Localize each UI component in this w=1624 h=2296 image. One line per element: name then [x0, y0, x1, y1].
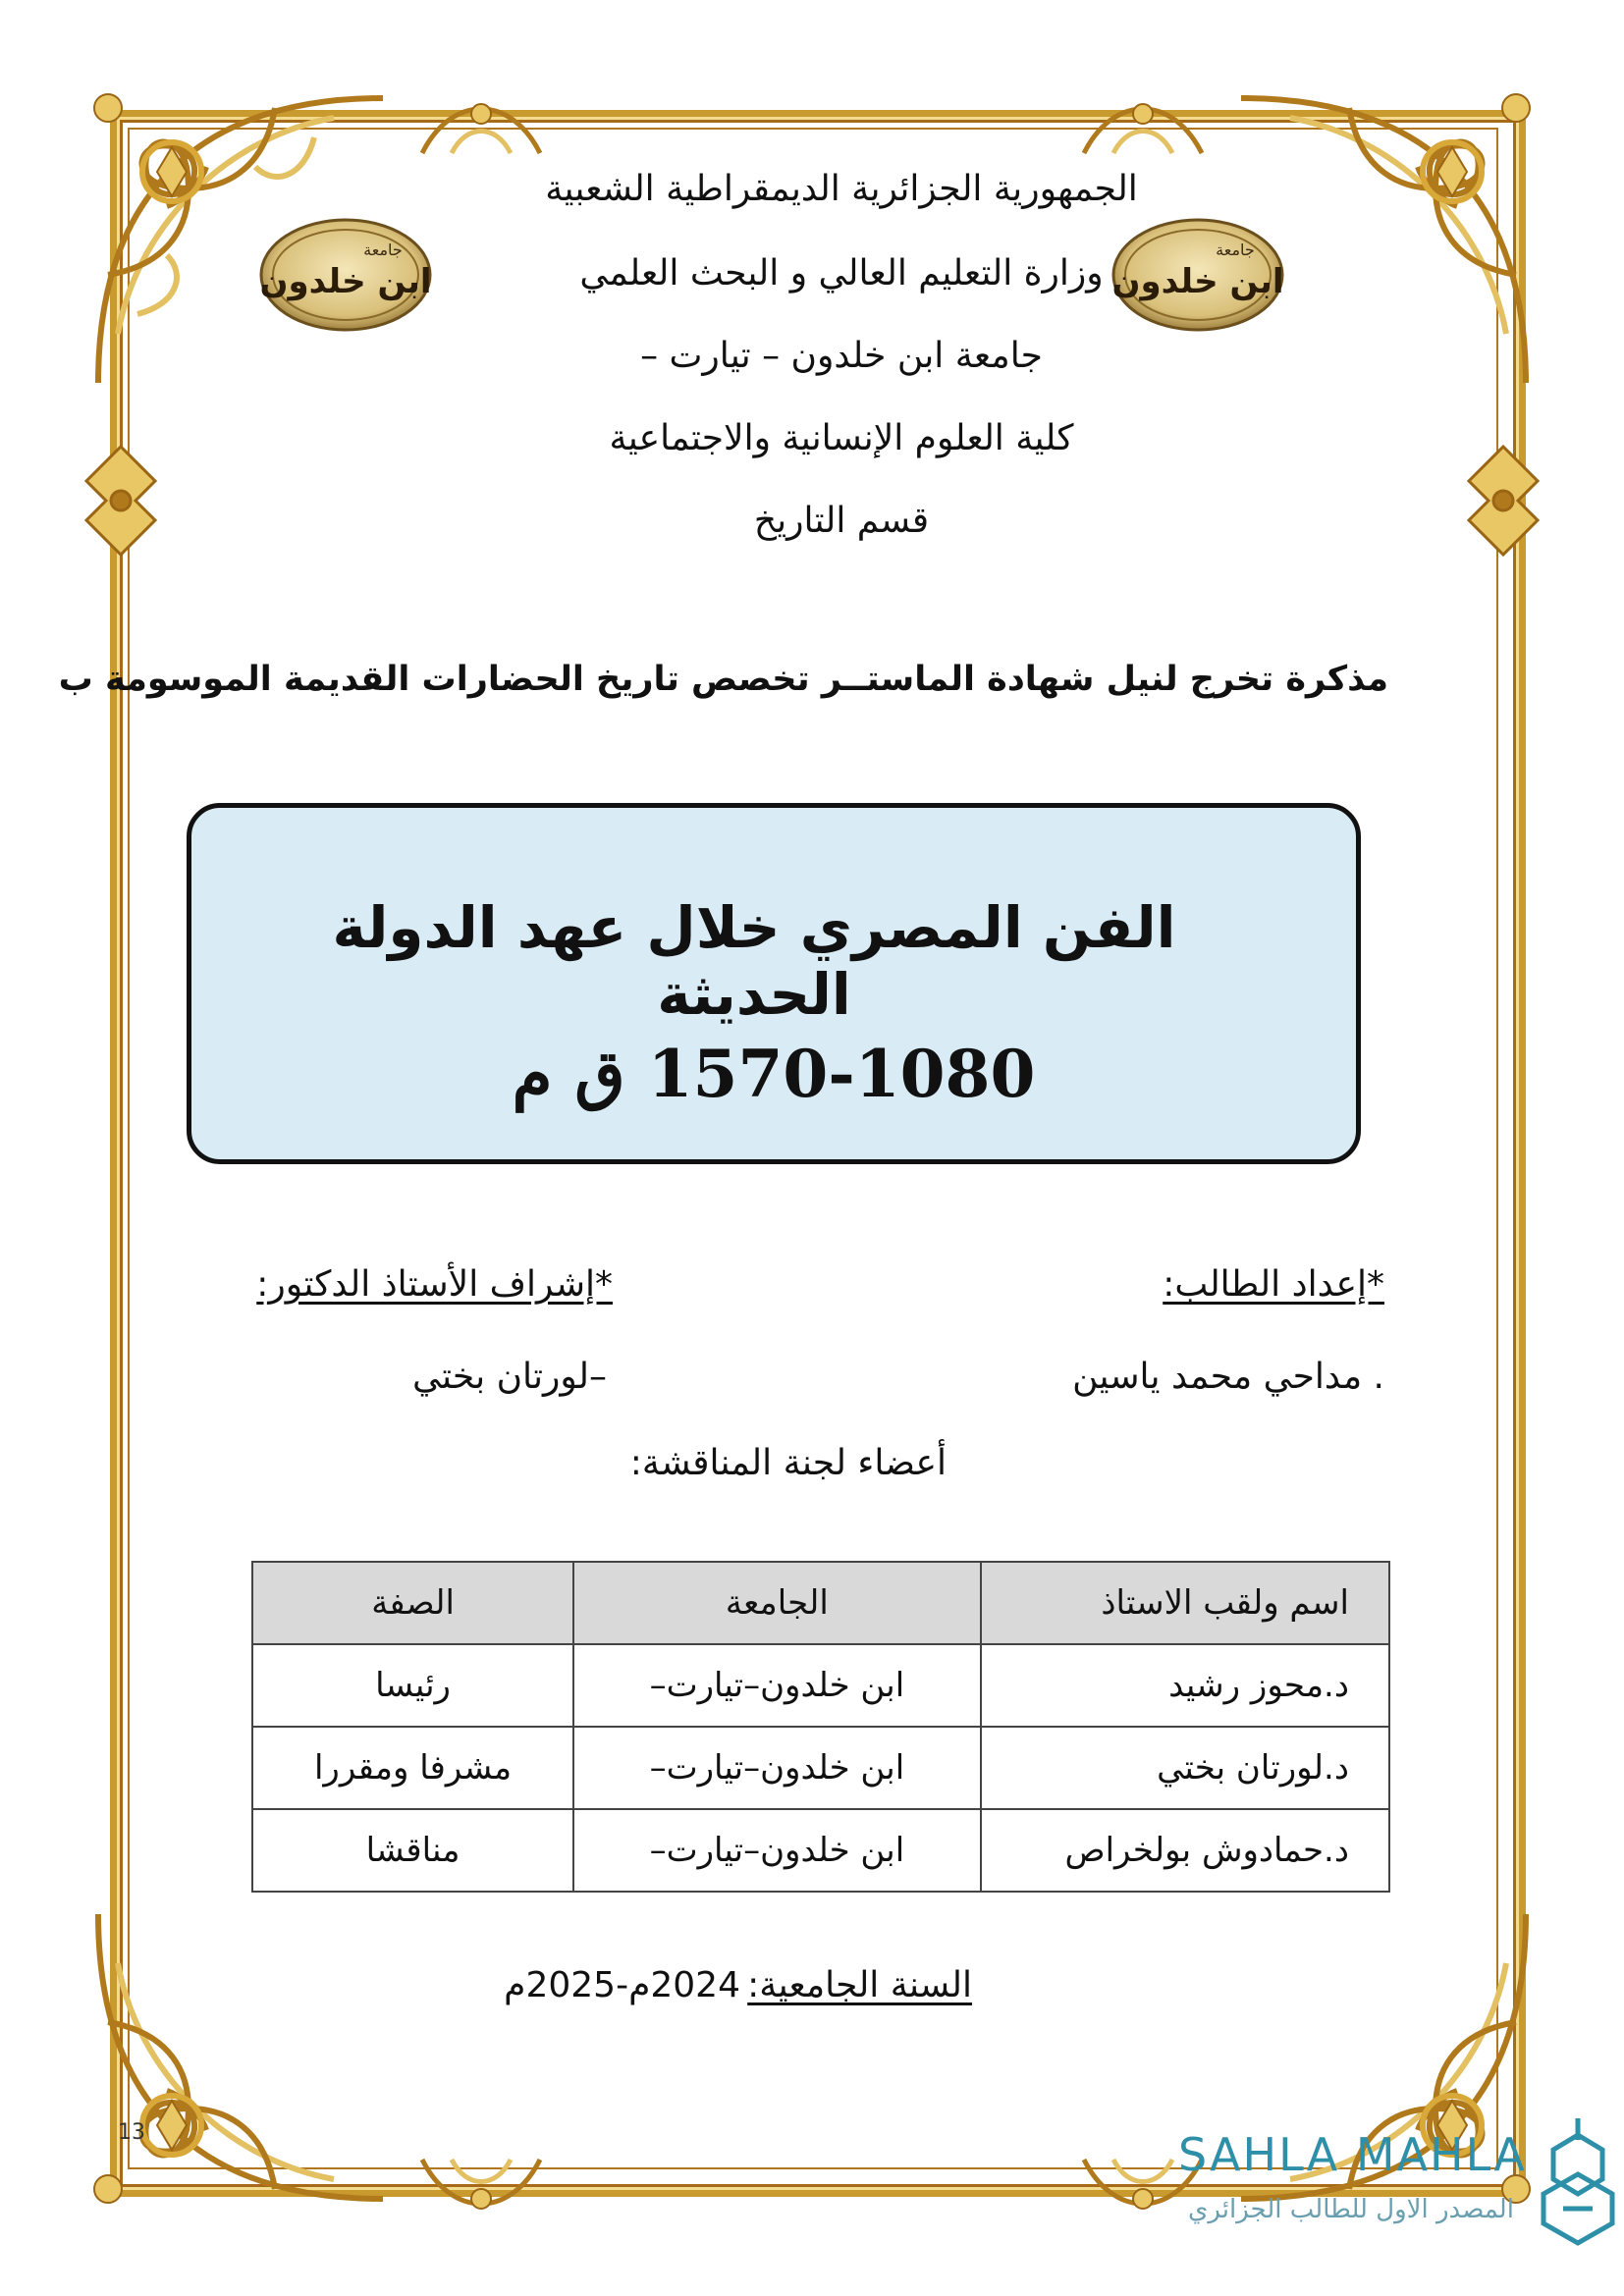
member-role: رئيسا	[252, 1644, 573, 1727]
thesis-title: الفن المصري خلال عهد الدولة الحديثة	[332, 894, 1176, 1028]
header-university: جامعة ابن خلدون – تيارت –	[640, 336, 1043, 376]
watermark-tagline: المصدر الاول للطالب الجزائري	[1188, 2195, 1514, 2224]
table-row	[252, 1809, 1389, 1892]
page-number: 13	[118, 2120, 145, 2145]
top-ornament-icon	[412, 84, 550, 173]
academic-year-value: 2024م-2025م	[504, 1965, 740, 2005]
member-university: ابن خلدون–تيارت–	[573, 1809, 981, 1892]
thesis-subtitle: مذكرة تخرج لنيل شهادة الماستــر تخصص تاريخ الحضارات القديمة الموسومة ب	[58, 660, 1388, 699]
supervisor-name: –لورتان بختي	[412, 1357, 607, 1397]
member-role: مشرفا ومقررا	[252, 1727, 573, 1809]
student-label: *إعداد الطالب:	[1163, 1264, 1384, 1305]
committee-table	[251, 1561, 1390, 1893]
svg-text:ابن خلدون: ابن خلدون	[1111, 262, 1284, 301]
member-role: مناقشا	[252, 1809, 573, 1892]
bottom-ornament-icon	[412, 2140, 550, 2228]
table-header-row	[252, 1562, 1389, 1644]
member-name: د.حمادوش بولخراص	[981, 1809, 1389, 1892]
thesis-period: 1570-1080 ق م	[512, 1036, 1036, 1112]
member-name: د.لورتان بختي	[981, 1727, 1389, 1809]
column-header-role: الصفة	[252, 1562, 573, 1644]
watermark-logo-icon	[1534, 2110, 1622, 2248]
member-university: ابن خلدون–تيارت–	[573, 1727, 981, 1809]
corner-ornament-icon	[79, 1895, 403, 2218]
column-header-name: اسم ولقب الاستاذ	[981, 1562, 1389, 1644]
title-box	[187, 803, 1361, 1164]
header-department: قسم التاريخ	[753, 501, 930, 541]
top-ornament-icon	[1074, 84, 1212, 173]
header-ministry: وزارة التعليم العالي و البحث العلمي	[579, 253, 1104, 294]
member-university: ابن خلدون–تيارت–	[573, 1644, 981, 1727]
student-name: . مداحي محمد ياسين	[1072, 1357, 1384, 1397]
svg-text:جامعة: جامعة	[363, 240, 403, 259]
table-row	[252, 1644, 1389, 1727]
watermark	[1168, 2110, 1620, 2248]
committee-label: أعضاء لجنة المناقشة:	[629, 1443, 947, 1483]
supervisor-label: *إشراف الأستاذ الدكتور:	[256, 1264, 613, 1305]
svg-text:جامعة: جامعة	[1216, 240, 1255, 259]
svg-text:ابن خلدون: ابن خلدون	[259, 262, 432, 301]
member-name: د.محوز رشيد	[981, 1644, 1389, 1727]
column-header-university: الجامعة	[573, 1562, 981, 1644]
watermark-brand: SAHLA MAHLA	[1178, 2128, 1527, 2181]
table-row	[252, 1727, 1389, 1809]
header-republic: الجمهورية الجزائرية الديمقراطية الشعبية	[545, 169, 1138, 209]
header-faculty: كلية العلوم الإنسانية والاجتماعية	[609, 418, 1074, 458]
academic-year-label: السنة الجامعية:	[747, 1965, 972, 2005]
